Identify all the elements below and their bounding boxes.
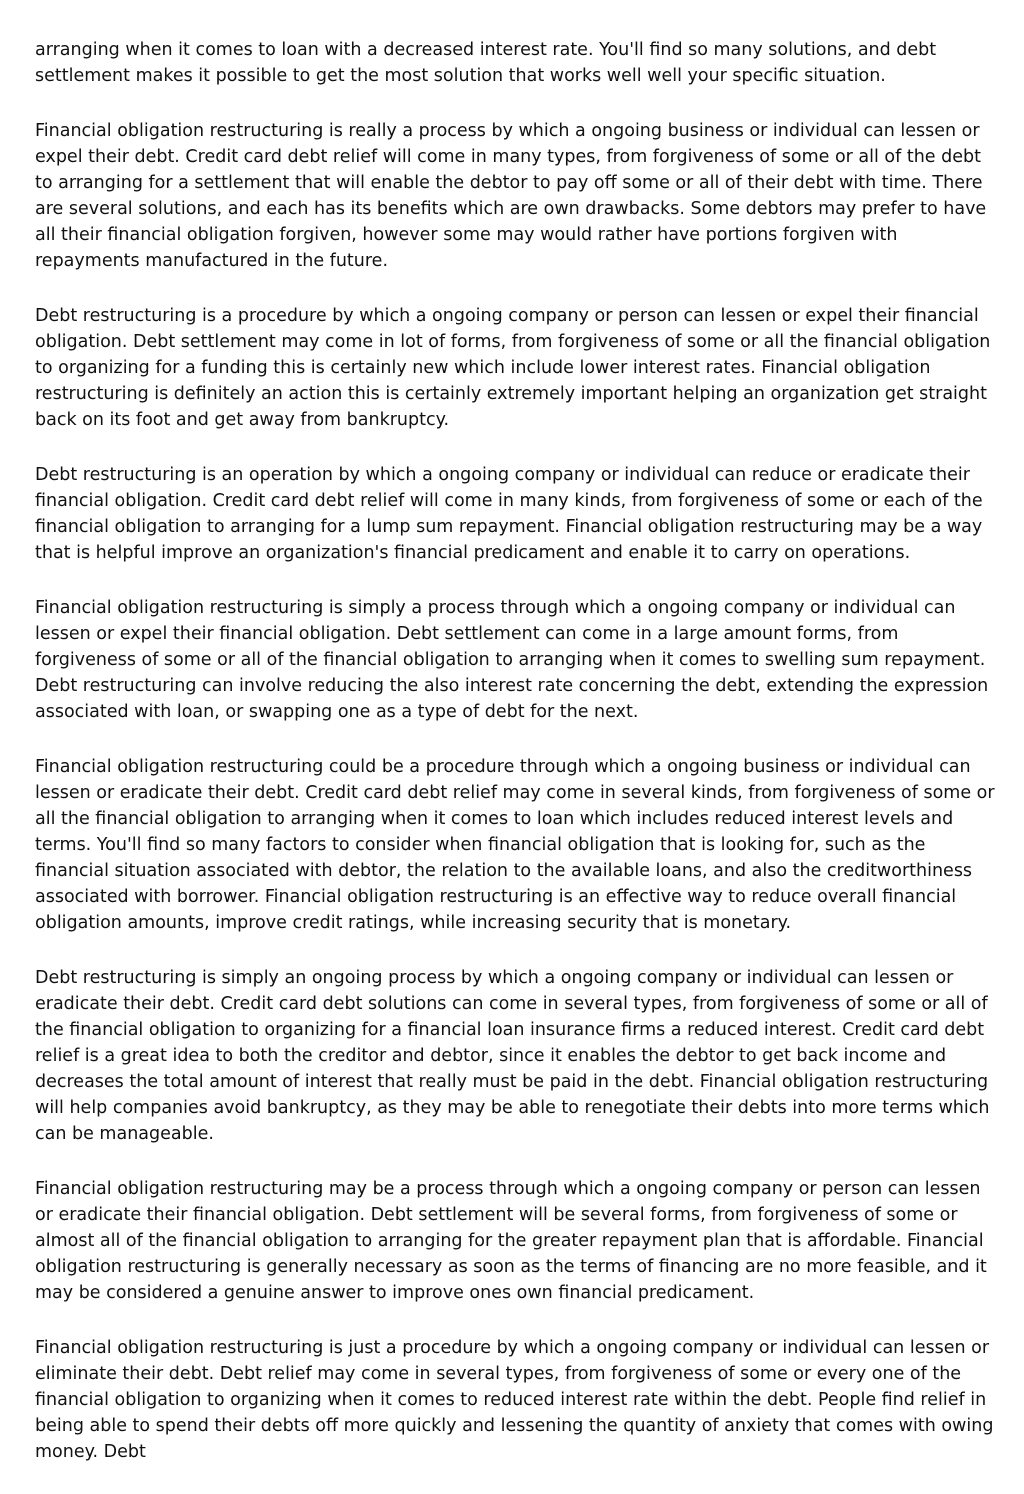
paragraph-9: Financial obligation restructuring is just a procedure by which a ongoing company or individual can lessen or eliminate their debt. Debt relief may come in several types, from forgiveness of some or every one of the financial obligation to organizing when it comes to reduced interest rate within the debt. People find relief in being able to spend their debts off more quickly and lessening the quantity of anxiety that comes with owing money. Debt xyxy=(35,1338,994,1462)
paragraph-1: arranging when it comes to loan with a decreased interest rate. You'll find so many solutions, and debt settlement makes it possible to get the most solution that works well well your specific situation. xyxy=(35,40,937,86)
paragraph-6: Financial obligation restructuring could be a procedure through which a ongoing business or individual can lessen or eradicate their debt. Credit card debt relief may come in several kinds, from forgiveness of some or all the financial obligation to arranging when it comes to loan which includes reduced interest levels and terms. You'll find so many factors to consider when financial obligation that is looking for, such as the financial situation associated with debtor, the relation to the available loans, and also the creditworthiness associated with borrower. Financial obligation restructuring is an effective way to reduce overall financial obligation amounts, improve credit ratings, while increasing security that is monetary. xyxy=(35,757,995,933)
paragraph-4: Debt restructuring is an operation by which a ongoing company or individual can reduce or eradicate their financial obligation. Credit card debt relief will come in many kinds, from forgiveness of some or each of the financial obligation to arranging for a lump sum repayment. Financial obligation restructuring may be a way that is helpful improve an organization's financial predicament and enable it to carry on operations. xyxy=(35,465,983,563)
paragraph-5: Financial obligation restructuring is simply a process through which a ongoing company or individual can lessen or expel their financial obligation. Debt settlement can come in a large amount forms, from forgiveness of some or all of the financial obligation to arranging when it comes to swelling sum repayment. Debt restructuring can involve reducing the also interest rate concerning the debt, extending the expression associated with loan, or swapping one as a type of debt for the next. xyxy=(35,598,989,722)
paragraph-2: Financial obligation restructuring is really a process by which a ongoing business or individual can lessen or expel their debt. Credit card debt relief will come in many types, from forgiveness of some or all of the debt to arranging for a settlement that will enable the debtor to pay off some or all of their debt with time. There are several solutions, and each has its benefits which are own drawbacks. Some debtors may prefer to have all their financial obligation forgiven, however some may would rather have portions forgiven with repayments manufactured in the future. xyxy=(35,121,987,271)
paragraph-7: Debt restructuring is simply an ongoing process by which a ongoing company or individual can lessen or eradicate their debt. Credit card debt solutions can come in several types, from forgiveness of some or all of the financial obligation to organizing for a financial loan insurance firms a reduced interest. Credit card debt relief is a great idea to both the creditor and debtor, since it enables the debtor to get back income and decreases the total amount of interest that really must be paid in the debt. Financial obligation restructuring will help companies avoid bankruptcy, as they may be able to renegotiate their debts into more terms which can be manageable. xyxy=(35,968,990,1144)
paragraph-3: Debt restructuring is a procedure by which a ongoing company or person can lessen or expel their financial obligation. Debt settlement may come in lot of forms, from forgiveness of some or all the financial obligation to organizing for a funding this is certainly new which include lower interest rates. Financial obligation restructuring is definitely an action this is certainly extremely important helping an organization get straight back on its foot and get away from bankruptcy. xyxy=(35,306,991,430)
paragraph-8: Financial obligation restructuring may be a process through which a ongoing company or person can lessen or eradicate their financial obligation. Debt settlement will be several forms, from forgiveness of some or almost all of the financial obligation to arranging for the greater repayment plan that is affordable. Financial obligation restructuring is generally necessary as soon as the terms of financing are no more feasible, and it may be considered a genuine answer to improve ones own financial predicament. xyxy=(35,1179,987,1303)
document-body xyxy=(35,37,995,1494)
